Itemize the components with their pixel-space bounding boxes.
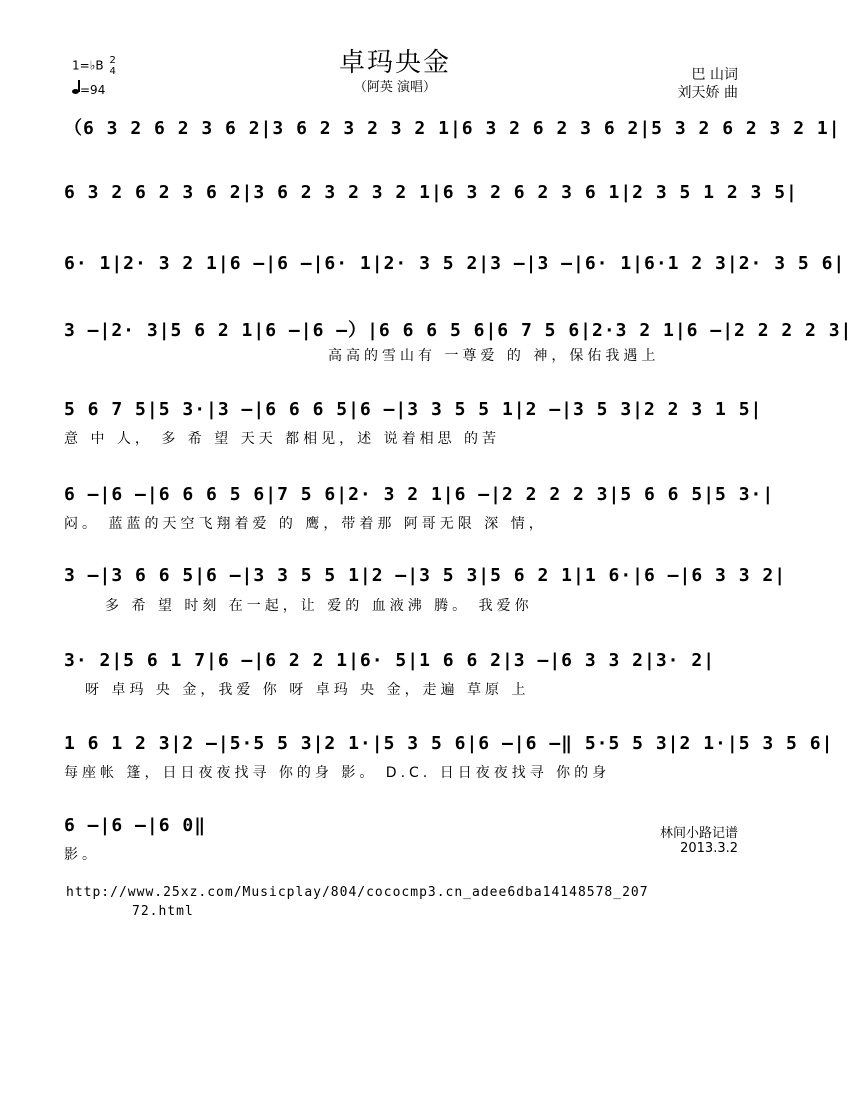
lyric-line-5: 呀 卓玛 央 金，我爱 你 呀 卓玛 央 金，走遍 草原 上 <box>85 682 530 698</box>
score-row-1: （6 3 2 6 2 3 6 2|3 6 2 3 2 3 2 1|6 3 2 6 2 3 6 2|5 3 2 6 2 3 2 1| <box>64 118 841 139</box>
score-row-9: 1 6 1 2 3|2 –|5·5 5 3|2 1·|5 3 5 6|6 –|6 –‖ 5·5 5 3|2 1·|5 3 5 6| <box>64 733 834 754</box>
lyric-line-2: 意 中 人， 多 希 望 天天 都相见，述 说着相思 的苦 <box>64 431 501 447</box>
lyric-line-3: 闷。 蓝蓝的天空飞翔着爱 的 鹰，带着那 阿哥无限 深 情， <box>64 516 547 532</box>
lyric-line-6: 每座帐 篷，日日夜夜找寻 你的身 影。 D.C. 日日夜夜找寻 你的身 <box>64 765 611 781</box>
score-row-10: 6 –|6 –|6 0‖ <box>64 815 207 836</box>
song-title: 卓玛央金 <box>338 48 451 78</box>
score-row-5: 5 6 7 5|5 3·|3 –|6 6 6 5|6 –|3 3 5 5 1|2 –|3 5 3|2 2 3 1 5| <box>64 399 763 420</box>
transcription-date: 2013.3.2 <box>680 841 738 856</box>
score-row-7: 3 –|3 6 6 5|6 –|3 3 5 5 1|2 –|3 5 3|5 6 2 1|1 6·|6 –|6 3 3 2| <box>64 565 787 586</box>
score-row-3: 6· 1|2· 3 2 1|6 –|6 –|6· 1|2· 3 5 2|3 –|3 –|6· 1|6·1 2 3|2· 3 5 6| <box>64 253 846 274</box>
lyric-line-4: 多 希 望 时刻 在一起，让 爱的 血液沸 腾。 我爱你 <box>105 598 533 614</box>
source-url[interactable] <box>66 883 649 921</box>
score-row-4: 3 –|2· 3|5 6 2 1|6 –|6 –）|6 6 6 5 6|6 7 5 6|2·3 2 1|6 –|2 2 2 2 3| <box>64 320 852 341</box>
time-bottom: 4 <box>109 66 116 77</box>
composer-credit: 刘天娇 曲 <box>677 85 738 101</box>
key-prefix: 1= <box>72 58 90 73</box>
lyricist-credit: 巴 山词 <box>691 67 738 83</box>
lyric-line-7: 影。 <box>64 847 100 863</box>
score-row-6: 6 –|6 –|6 6 6 5 6|7 5 6|2· 3 2 1|6 –|2 2 2 2 3|5 6 6 5|5 3·| <box>64 484 775 505</box>
transcriber-credit: 林间小路记谱 <box>659 826 738 841</box>
song-subtitle: （阿英 演唱） <box>353 80 437 95</box>
source-url-line-1[interactable]: http://www.25xz.com/Musicplay/804/cococmp3.cn_adee6dba14148578_207 <box>66 885 649 900</box>
time-top: 2 <box>109 55 116 66</box>
score-row-8: 3· 2|5 6 1 7|6 –|6 2 2 1|6· 5|1 6 6 2|3 –|6 3 3 2|3· 2| <box>64 650 716 671</box>
key-flat: ♭B <box>89 58 104 73</box>
tempo-value: =94 <box>80 83 106 97</box>
score-row-2: 6 3 2 6 2 3 6 2|3 6 2 3 2 3 2 1|6 3 2 6 2 3 6 1|2 3 5 1 2 3 5| <box>64 182 798 203</box>
lyric-line-1: 高高的雪山有 一尊爱 的 神，保佑我遇上 <box>328 348 660 364</box>
source-url-line-2[interactable]: 72.html <box>132 904 194 919</box>
